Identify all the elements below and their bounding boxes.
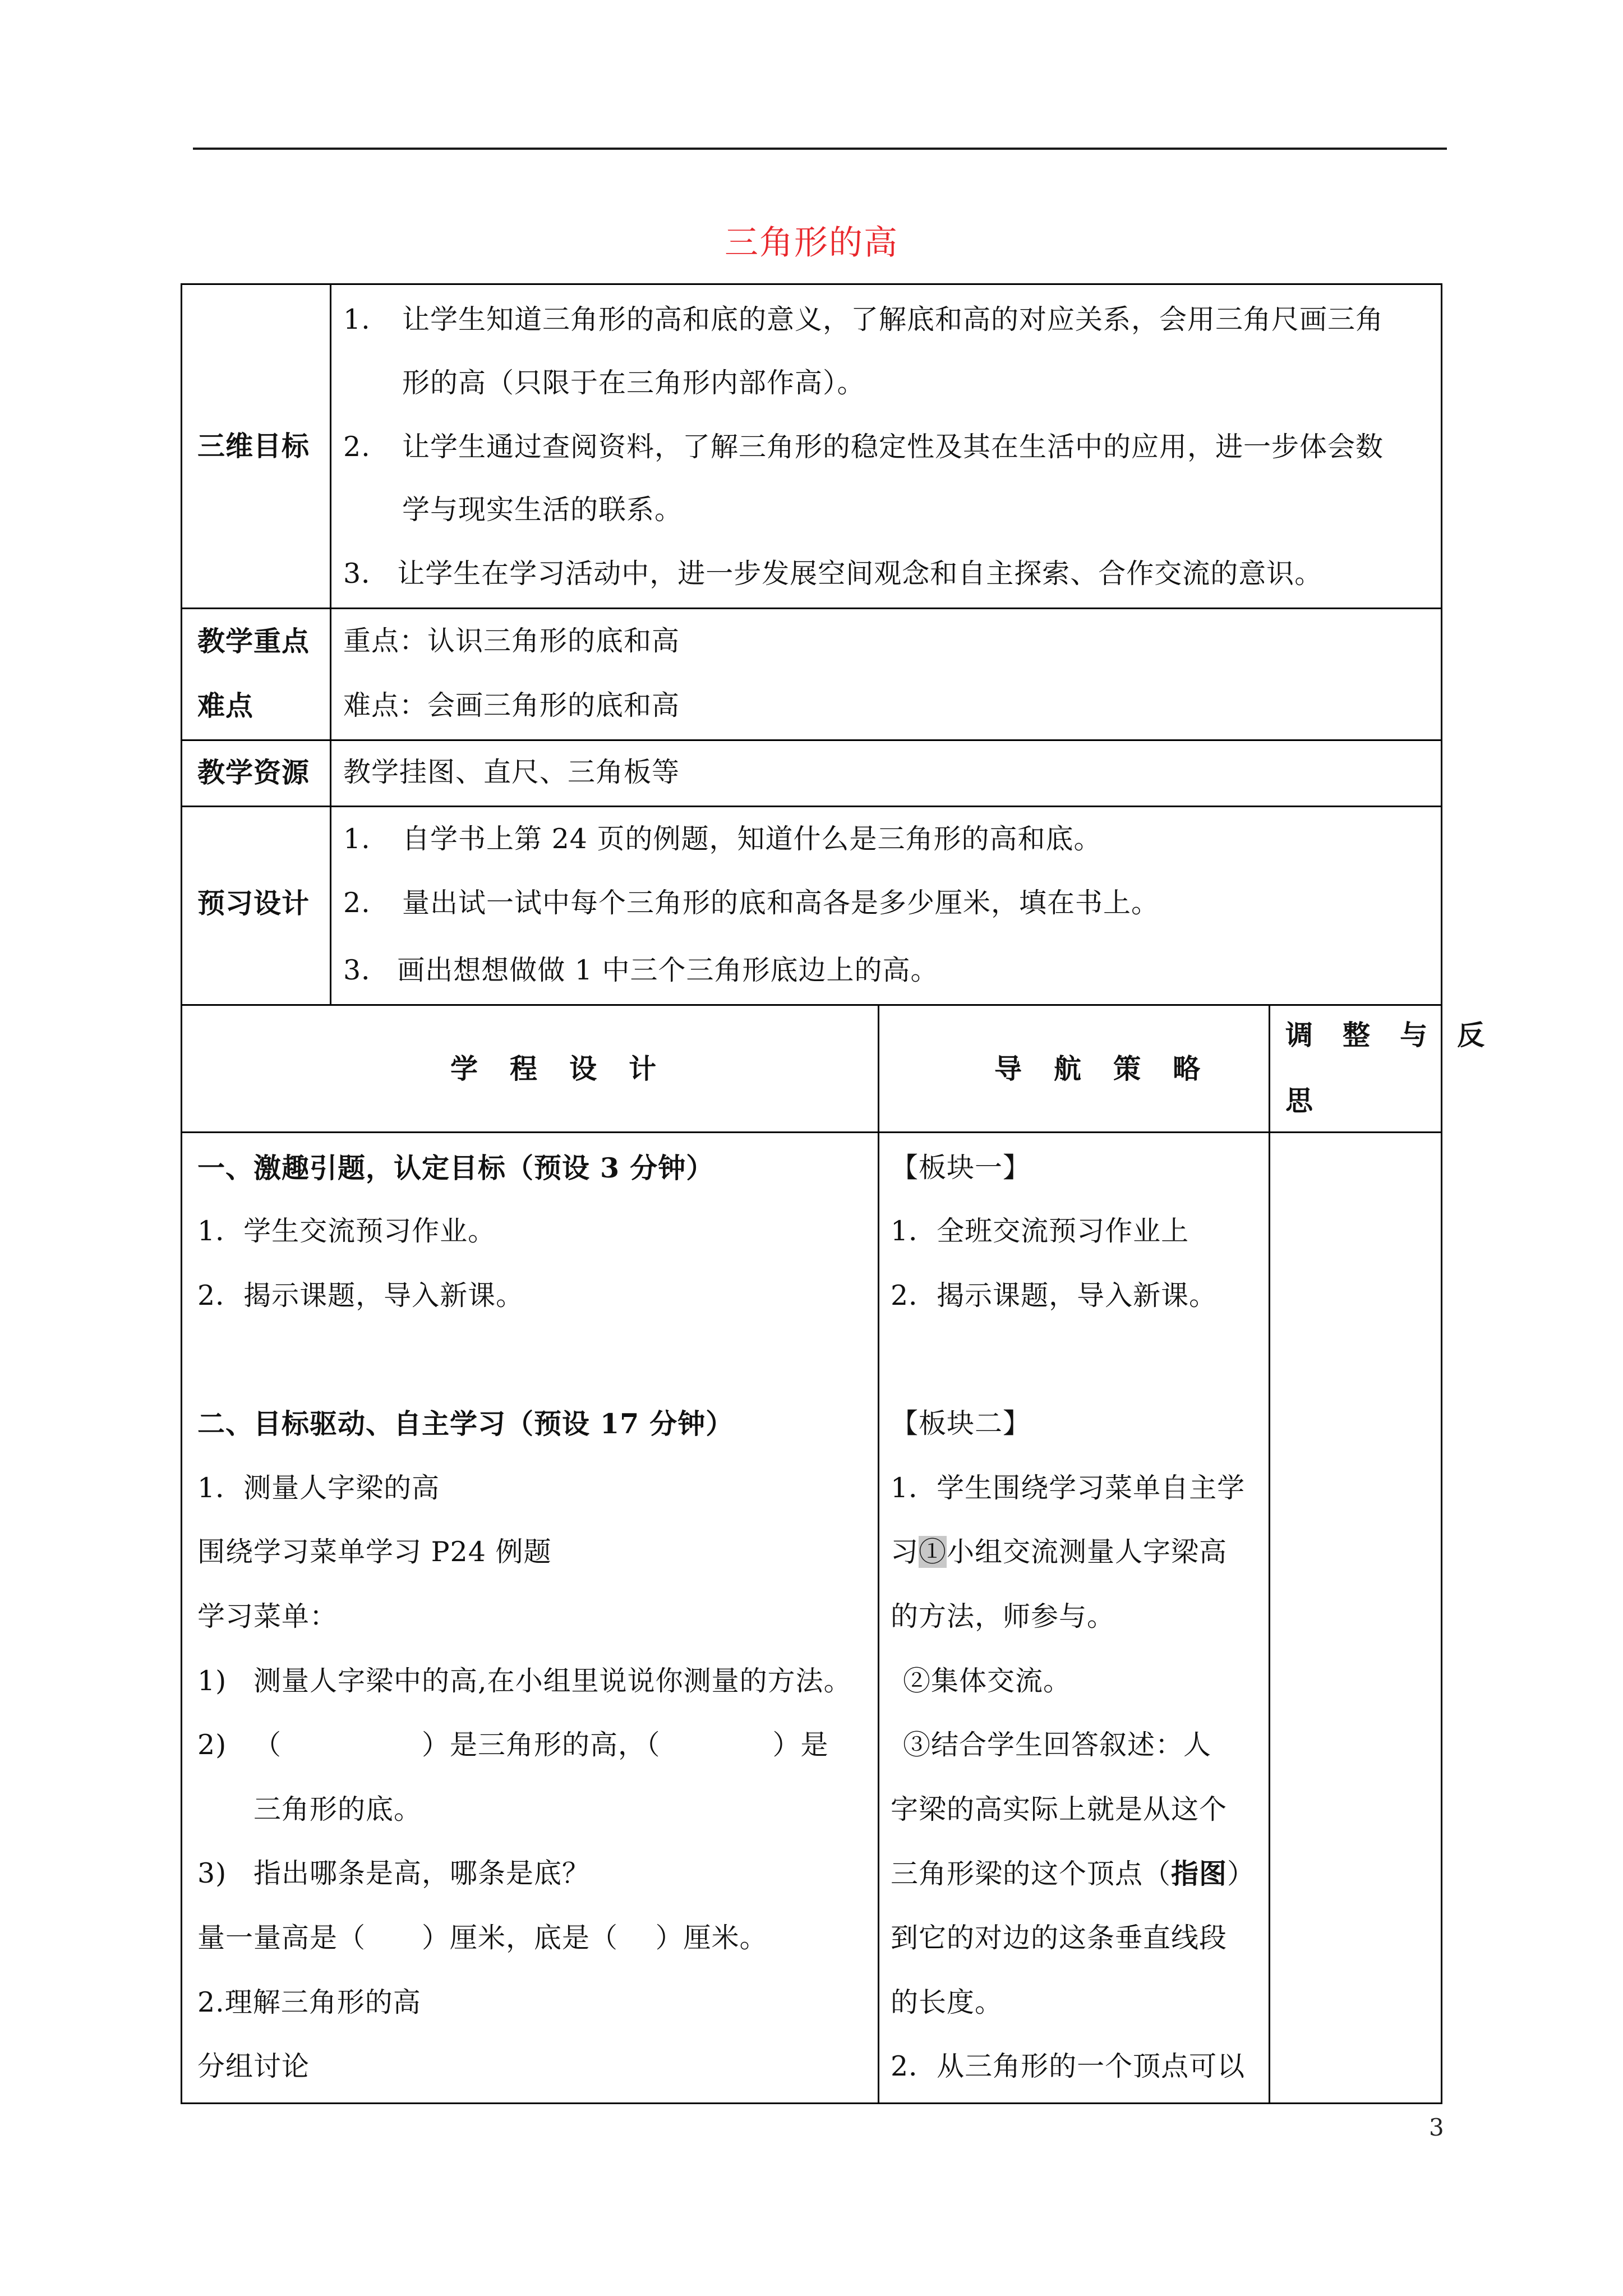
menu-number: 1) (197, 1665, 227, 1697)
strategy-line: 字梁的高实际上就是从这个 (891, 1793, 1228, 1825)
design-line: 1．测量人字梁的高 (197, 1472, 440, 1504)
focus-label: 难点 (197, 689, 254, 722)
preview-text: 量出试一试中每个三角形的底和高各是多少厘米，填在书上。 (402, 887, 1160, 919)
goal-item (343, 303, 1384, 337)
strategy-text: ） (1227, 1858, 1256, 1890)
column-header-strategy: 导 航 策 略 (994, 1052, 1212, 1085)
strategy-line: 2．从三角形的一个顶点可以 (891, 2050, 1246, 2082)
design-line: 分组讨论 (197, 2050, 310, 2082)
section-heading: 一、激趣引题，认定目标（预设 3 分钟） (197, 1152, 714, 1184)
goal-item (343, 430, 1384, 464)
highlighted-marker: ① (919, 1536, 947, 1568)
design-line: 围绕学习菜单学习 P24 例题 (197, 1536, 552, 1568)
resources-label: 教学资源 (197, 756, 310, 789)
goal-item-continued: 学与现实生活的联系。 (402, 494, 683, 526)
focus-label: 教学重点 (197, 625, 310, 657)
strategy-line: 到它的对边的这条垂直线段 (891, 1922, 1228, 1954)
header-rule (193, 148, 1447, 150)
page-number: 3 (1429, 2114, 1444, 2141)
goal-item-continued: 形的高（只限于在三角形内部作高）。 (402, 367, 865, 399)
design-line: 学习菜单： (197, 1600, 338, 1632)
strategy-line: 的长度。 (891, 1986, 1003, 2018)
strategy-line: ②集体交流。 (903, 1665, 1072, 1697)
preview-number: 2. (343, 887, 371, 919)
strategy-line (891, 1857, 1255, 1891)
lesson-column-divider (1269, 1004, 1270, 2104)
design-line: 量一量高是（ ）厘米，底是（ ）厘米。 (197, 1922, 768, 1954)
goal-text: 让学生知道三角形的高和底的意义，了解底和高的对应关系，会用三角尺画三角 (402, 303, 1384, 335)
info-row-rule (181, 608, 1442, 609)
column-header-adjust: 调 整 与 反 (1285, 1019, 1495, 1051)
menu-text: 指出哪条是高，哪条是底？ (253, 1857, 591, 1889)
menu-number: 3) (197, 1857, 227, 1889)
info-row-rule (181, 806, 1442, 807)
goal-number: 3． (343, 558, 390, 590)
info-table-divider (330, 283, 331, 1006)
preview-text: 自学书上第 24 页的例题，知道什么是三角形的高和底。 (402, 823, 1102, 855)
difficulty-point: 难点：会画三角形的底和高 (343, 689, 680, 721)
resources-text: 教学挂图、直尺、三角板等 (343, 756, 680, 788)
menu-item-continued: 三角形的底。 (253, 1793, 422, 1825)
menu-item (197, 1664, 852, 1698)
info-row-rule (181, 739, 1442, 741)
block-heading: 【板块一】 (891, 1152, 1031, 1184)
menu-item (197, 1728, 829, 1762)
preview-number: 3． (343, 954, 390, 986)
lesson-column-divider (878, 1004, 879, 2104)
menu-text: 测量人字梁中的高,在小组里说说你测量的方法。 (253, 1665, 852, 1697)
preview-number: 1. (343, 823, 371, 855)
menu-text: （ ）是三角形的高，（ ）是 (253, 1729, 829, 1761)
goal-item (343, 557, 1322, 591)
section-heading: 二、目标驱动、自主学习（预设 17 分钟） (197, 1407, 734, 1440)
strategy-text: 小组交流测量人字梁高 (947, 1536, 1228, 1568)
key-point: 重点：认识三角形的底和高 (343, 625, 680, 657)
strategy-text: 三角形梁的这个顶点（ (891, 1858, 1172, 1890)
design-item: 2．揭示课题，导入新课。 (197, 1280, 524, 1312)
strategy-text: 习 (891, 1536, 919, 1568)
strategy-line: 的方法，师参与。 (891, 1600, 1115, 1632)
preview-label: 预习设计 (197, 887, 310, 919)
strategy-line (891, 1535, 1227, 1569)
preview-item (343, 886, 1159, 920)
preview-item (343, 954, 939, 987)
goal-number: 1. (343, 303, 371, 335)
strategy-item: 2．揭示课题，导入新课。 (891, 1280, 1218, 1312)
strategy-line: ③结合学生回答叙述：人 (903, 1729, 1212, 1761)
emphasis-text: 指图 (1171, 1857, 1228, 1890)
strategy-item: 1．全班交流预习作业上 (891, 1215, 1189, 1247)
goal-text: 让学生在学习活动中，进一步发展空间观念和自主探索、合作交流的意识。 (397, 558, 1323, 590)
goal-text: 让学生通过查阅资料，了解三角形的稳定性及其在生活中的应用，进一步体会数 (402, 431, 1384, 463)
block-heading: 【板块二】 (891, 1407, 1031, 1439)
preview-item (343, 822, 1102, 856)
design-line: 2.理解三角形的高 (197, 1986, 421, 2018)
page-title: 三角形的高 (725, 223, 898, 263)
column-header-adjust: 思 (1285, 1084, 1314, 1117)
column-header-design: 学 程 设 计 (450, 1052, 668, 1085)
strategy-line: 1．学生围绕学习菜单自主学 (891, 1472, 1246, 1504)
menu-item (197, 1857, 590, 1890)
goal-number: 2. (343, 431, 371, 463)
lesson-header-rule (181, 1131, 1442, 1133)
menu-number: 2) (197, 1729, 227, 1761)
goals-label: 三维目标 (197, 430, 310, 462)
preview-text: 画出想想做做 1 中三个三角形底边上的高。 (397, 954, 939, 986)
design-item: 1．学生交流预习作业。 (197, 1215, 496, 1247)
